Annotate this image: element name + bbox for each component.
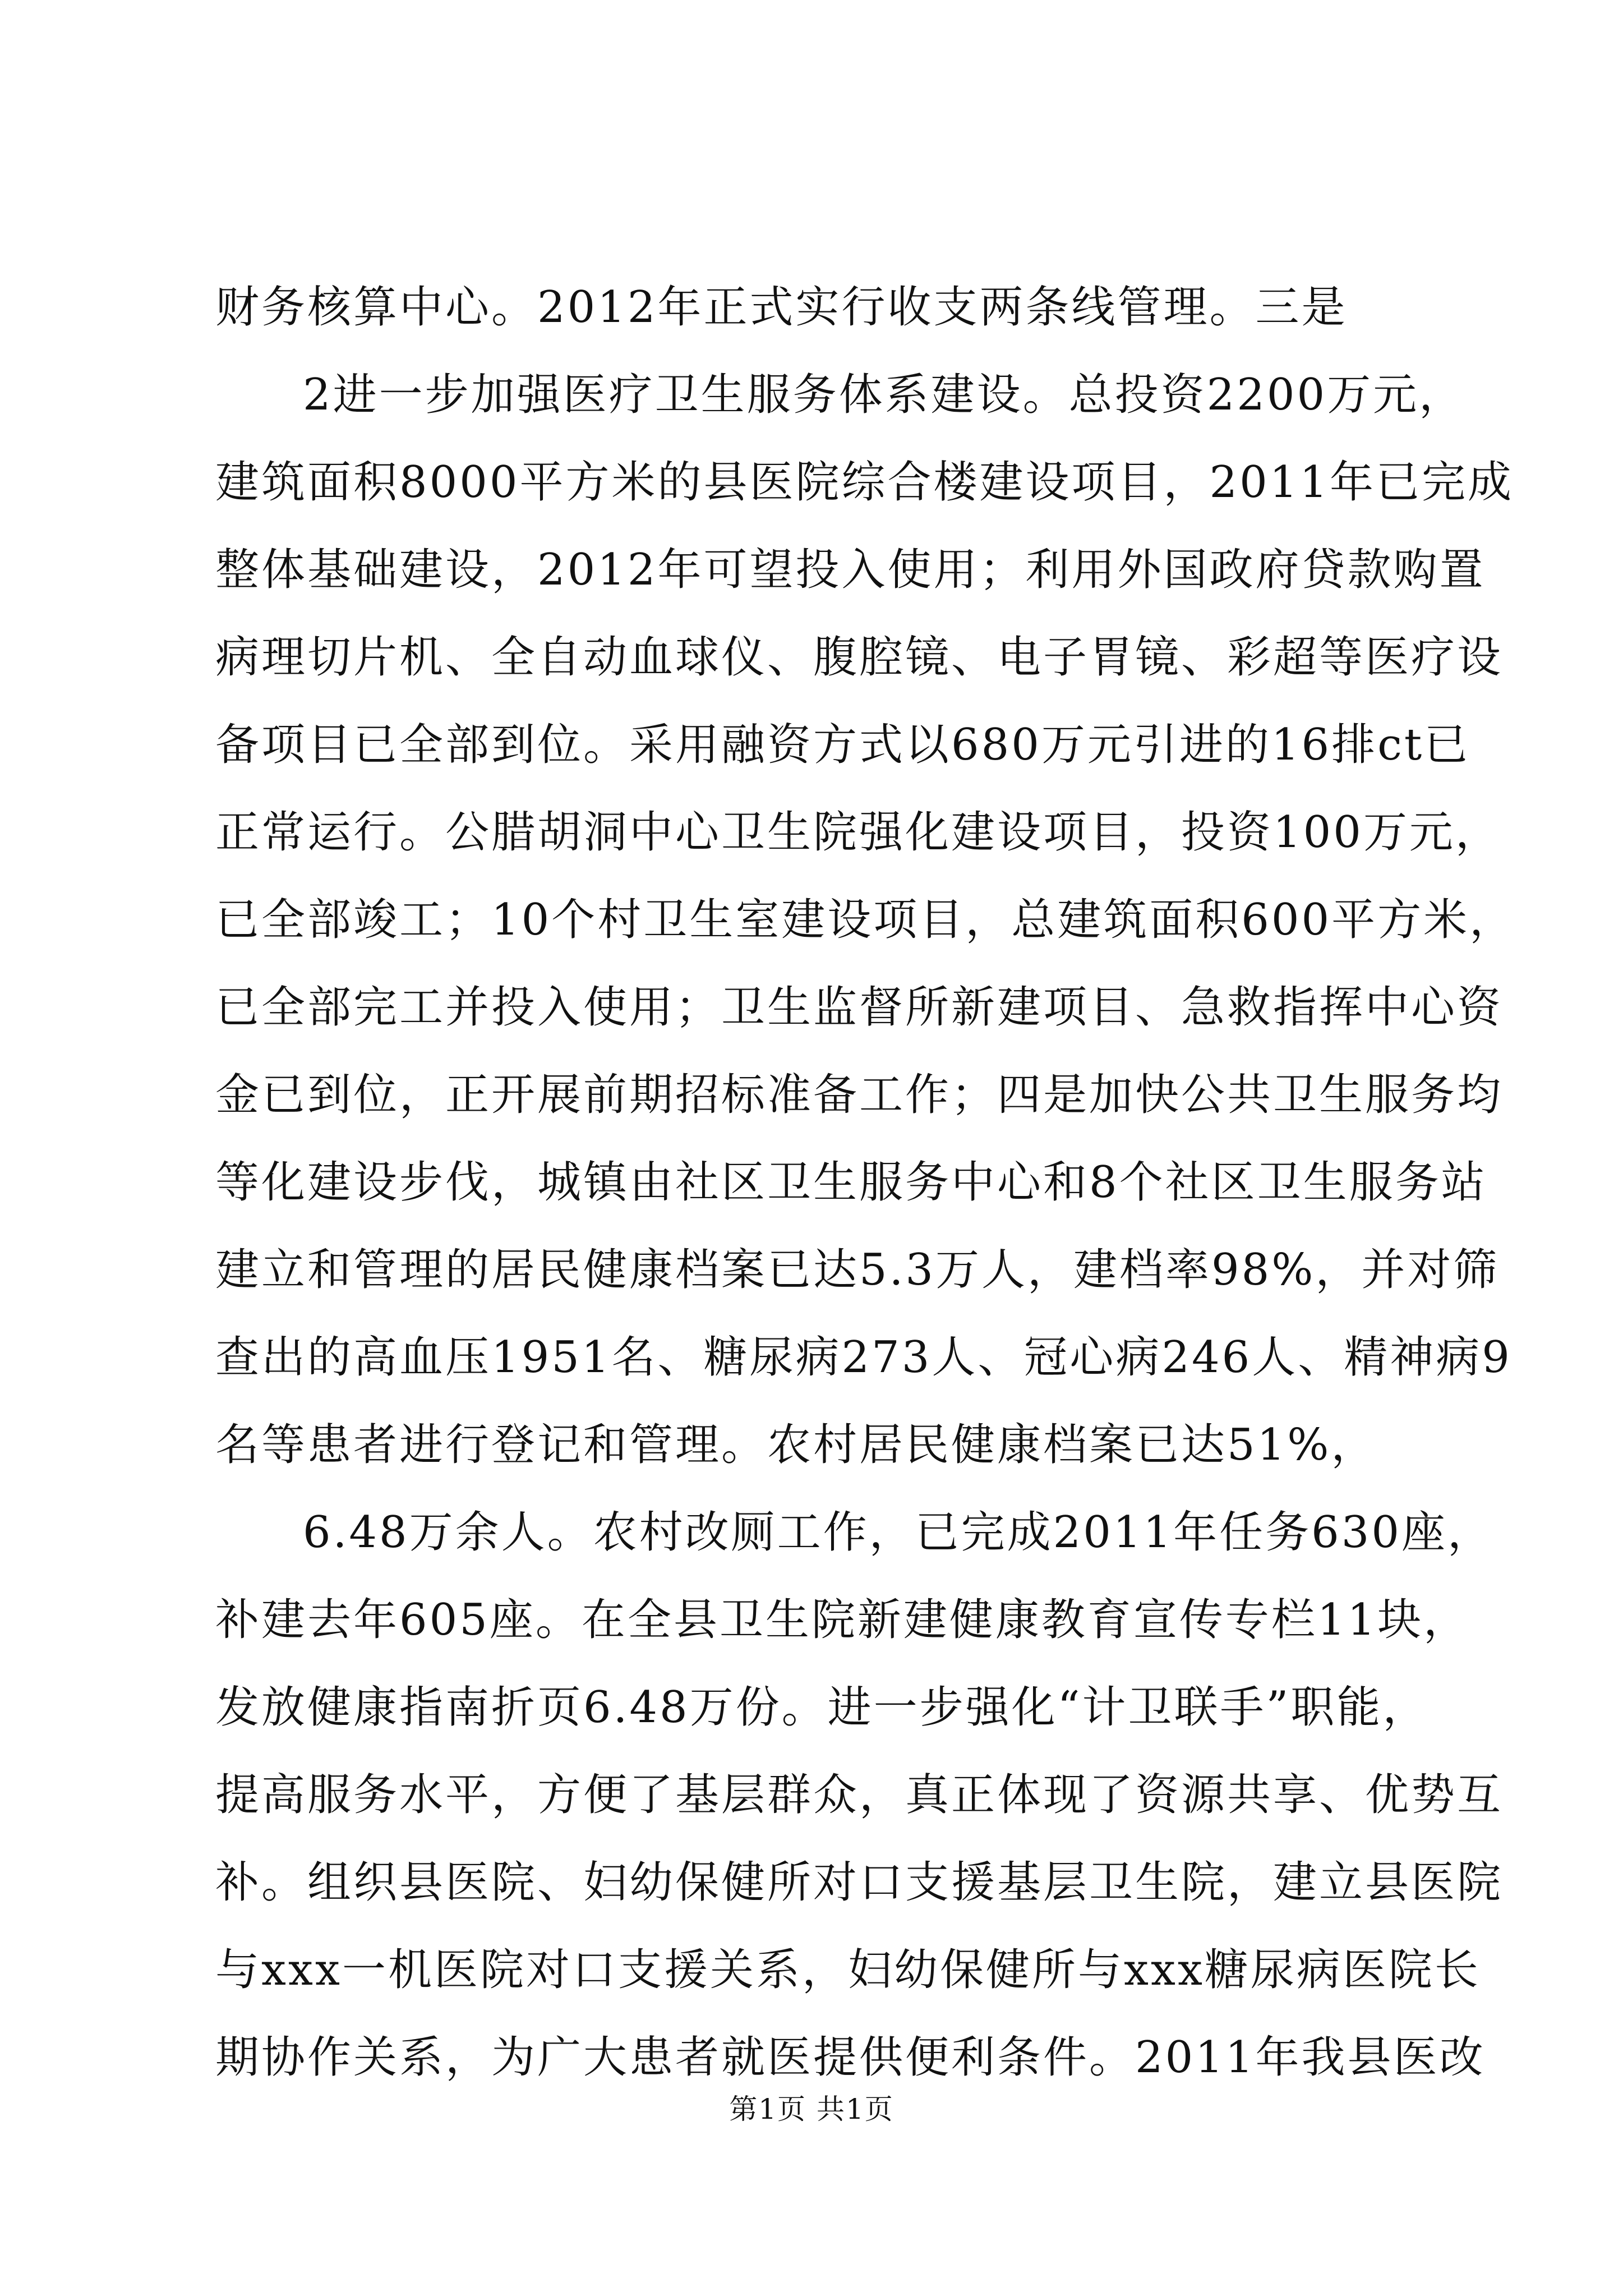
text-line-12: 建立和管理的居民健康档案已达5.3万人，建档率98%，并对筛 <box>215 1245 1500 1295</box>
text-line-19: 补。组织县医院、妇幼保健所对口支援基层卫生院，建立县医院 <box>215 1857 1504 1908</box>
text-line-6: 备项目已全部到位。采用融资方式以680万元引进的16排ct已 <box>215 720 1470 770</box>
text-line-4: 整体基础建设，2012年可望投入使用；利用外国政府贷款购置 <box>215 545 1486 595</box>
text-line-11: 等化建设步伐，城镇由社区卫生服务中心和8个社区卫生服务站 <box>215 1157 1487 1208</box>
text-line-2: 2进一步加强医疗卫生服务体系建设。总投资2200万元， <box>303 370 1465 420</box>
text-line-1: 财务核算中心。2012年正式实行收支两条线管理。三是 <box>215 282 1348 333</box>
text-line-7: 正常运行。公腊胡洞中心卫生院强化建设项目，投资100万元， <box>215 807 1501 858</box>
text-line-21: 期协作关系，为广大患者就医提供便利条件。2011年我县医改 <box>215 2032 1486 2083</box>
text-line-3: 建筑面积8000平方米的县医院综合楼建设项目，2011年已完成 <box>215 457 1514 508</box>
text-line-13: 查出的高血压1951名、糖尿病273人、冠心病246人、精神病9 <box>215 1332 1512 1383</box>
text-line-17: 发放健康指南折页6.48万份。进一步强化“计卫联手”职能， <box>215 1682 1429 1733</box>
document-body <box>215 264 1516 2101</box>
page-footer <box>0 2090 1623 2129</box>
text-line-10: 金已到位，正开展前期招标准备工作；四是加快公共卫生服务均 <box>215 1070 1504 1120</box>
text-line-16: 补建去年605座。在全县卫生院新建健康教育宣传专栏11块， <box>215 1595 1470 1645</box>
text-line-14: 名等患者进行登记和管理。农村居民健康档案已达51%， <box>215 1420 1377 1470</box>
text-line-5: 病理切片机、全自动血球仪、腹腔镜、电子胃镜、彩超等医疗设 <box>215 632 1504 683</box>
text-line-9: 已全部完工并投入使用；卫生监督所新建项目、急救指挥中心资 <box>215 982 1504 1033</box>
page-number-label: 第1页 共1页 <box>729 2093 894 2125</box>
text-line-18: 提高服务水平，方便了基层群众，真正体现了资源共享、优势互 <box>215 1770 1504 1820</box>
text-line-15: 6.48万余人。农村改厕工作，已完成2011年任务630座， <box>303 1507 1494 1558</box>
text-line-20: 与xxx一机医院对口支援关系，妇幼保健所与xxx糖尿病医院长 <box>215 1945 1481 1995</box>
text-line-8: 已全部竣工；10个村卫生室建设项目，总建筑面积600平方米， <box>215 895 1516 945</box>
